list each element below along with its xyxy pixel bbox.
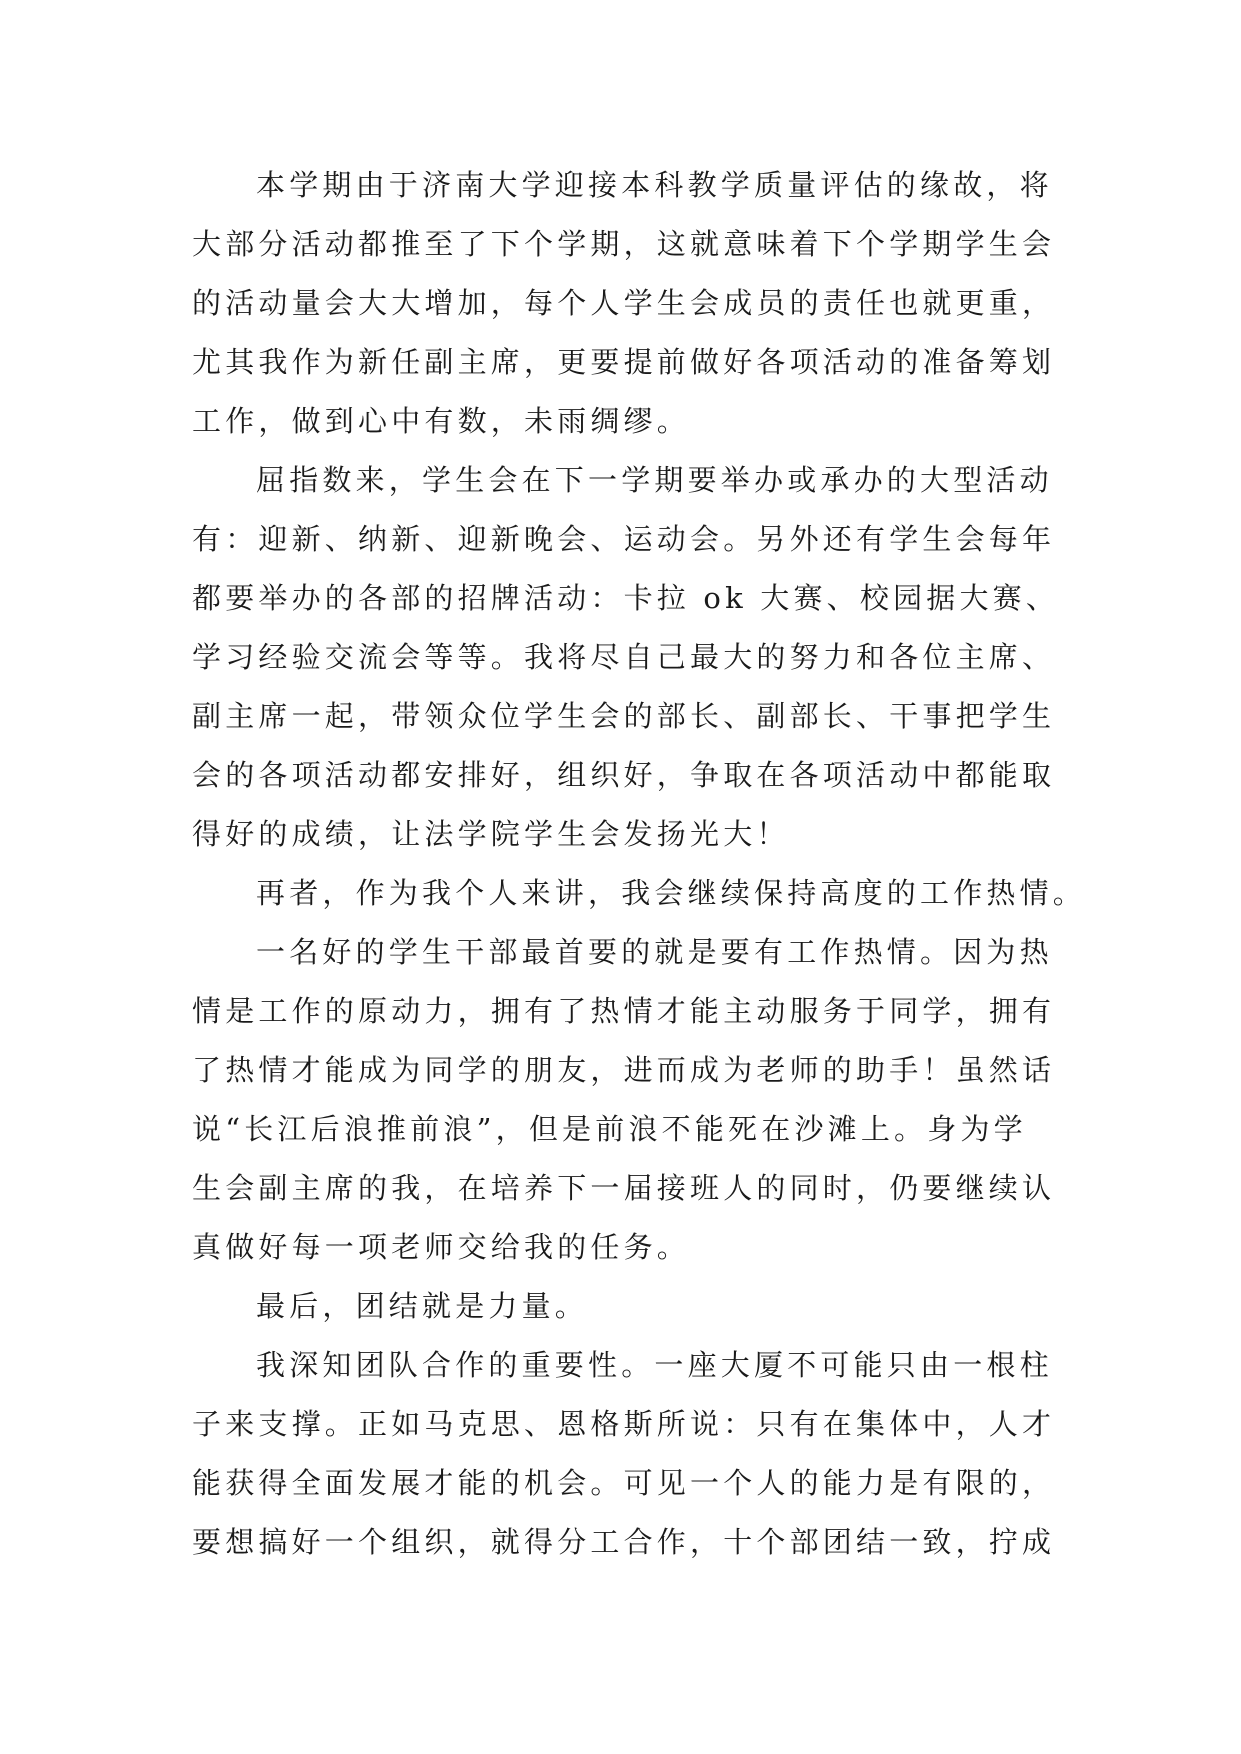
text-line: 最后，团结就是力量。 [256, 1289, 589, 1323]
text-line: 再者，作为我个人来讲，我会继续保持高度的工作热情。 [256, 876, 1087, 910]
text-line: 生会副主席的我，在培养下一届接班人的同时，仍要继续认 [192, 1171, 1056, 1205]
text-line: 有：迎新、纳新、迎新晚会、运动会。另外还有学生会每年 [192, 522, 1056, 556]
text-line: 真做好每一项老师交给我的任务。 [192, 1230, 691, 1264]
text-line: 会的各项活动都安排好，组织好，争取在各项活动中都能取 [192, 758, 1056, 792]
text-line: 学习经验交流会等等。我将尽自己最大的努力和各位主席、 [192, 640, 1056, 674]
text-line: 屈指数来，学生会在下一学期要举办或承办的大型活动 [256, 463, 1053, 497]
text-line: 本学期由于济南大学迎接本科教学质量评估的缘故，将 [256, 168, 1053, 202]
text-line: 尤其我作为新任副主席，更要提前做好各项活动的准备筹划 [192, 345, 1056, 379]
text-line: 得好的成绩，让法学院学生会发扬光大！ [192, 817, 790, 851]
text-line: 说“长江后浪推前浪”，但是前浪不能死在沙滩上。身为学 [192, 1112, 1027, 1146]
text-line: 了热情才能成为同学的朋友，进而成为老师的助手！虽然话 [192, 1053, 1056, 1087]
text-line: 要想搞好一个组织，就得分工合作，十个部团结一致，拧成 [192, 1525, 1056, 1559]
text-line: 工作，做到心中有数，未雨绸缪。 [192, 404, 691, 438]
text-line: 大部分活动都推至了下个学期，这就意味着下个学期学生会 [192, 227, 1056, 261]
text-line: 一名好的学生干部最首要的就是要有工作热情。因为热 [256, 935, 1053, 969]
text-line: 的活动量会大大增加，每个人学生会成员的责任也就更重， [192, 286, 1056, 320]
text-line: 我深知团队合作的重要性。一座大厦不可能只由一根柱 [256, 1348, 1053, 1382]
text-line: 都要举办的各部的招牌活动：卡拉 ok 大赛、校园据大赛、 [192, 581, 1060, 615]
text-line: 副主席一起，带领众位学生会的部长、副部长、干事把学生 [192, 699, 1056, 733]
text-line: 子来支撑。正如马克思、恩格斯所说：只有在集体中，人才 [192, 1407, 1056, 1441]
text-line: 情是工作的原动力，拥有了热情才能主动服务于同学，拥有 [192, 994, 1056, 1028]
text-line: 能获得全面发展才能的机会。可见一个人的能力是有限的， [192, 1466, 1056, 1500]
